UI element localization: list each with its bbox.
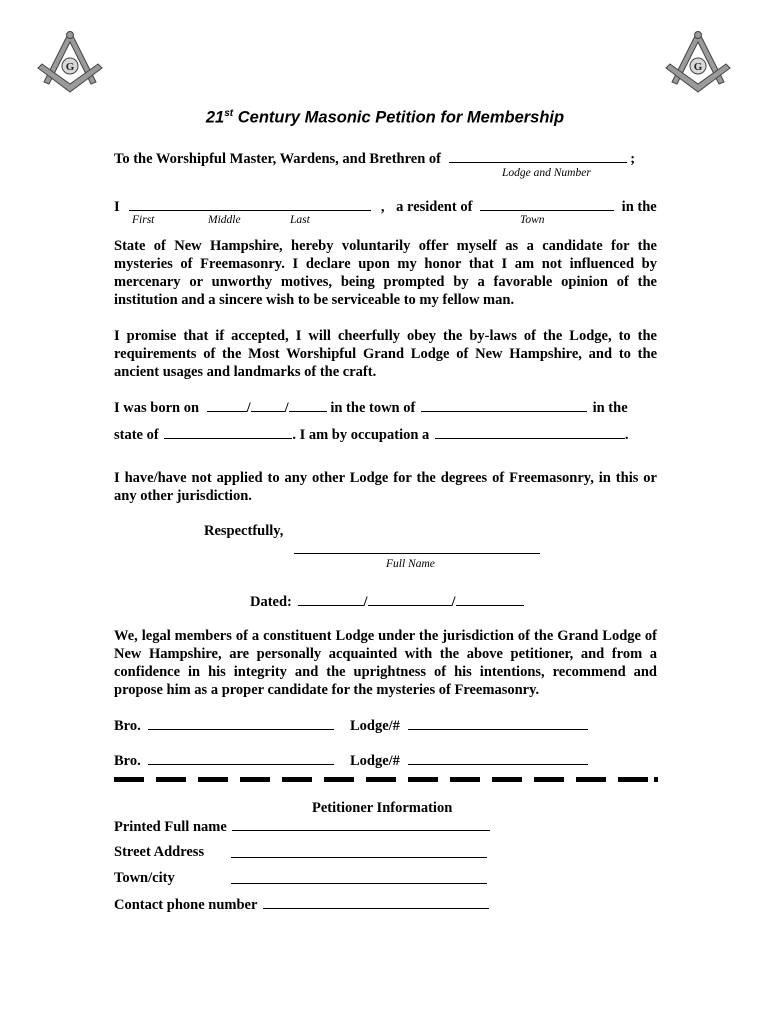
dated-day-field[interactable] xyxy=(368,593,452,606)
divider-dash xyxy=(408,777,438,782)
square-and-compasses-icon xyxy=(662,30,734,94)
date-slash: / xyxy=(451,594,456,610)
lodge-field[interactable] xyxy=(408,717,588,730)
divider-dash xyxy=(366,777,396,782)
born-on-label: I was born on xyxy=(114,400,200,416)
first-caption: First xyxy=(132,214,155,226)
date-slash: / xyxy=(246,400,251,416)
bro-name-field[interactable] xyxy=(148,717,334,730)
dated-row xyxy=(250,593,524,611)
full-name-field[interactable] xyxy=(129,198,371,211)
emblem-letter: G xyxy=(693,61,703,73)
divider-dash xyxy=(576,777,606,782)
town-field[interactable] xyxy=(480,198,614,211)
town-city-field[interactable] xyxy=(231,871,487,884)
lodge-number-caption: Lodge and Number xyxy=(502,167,591,179)
respectfully-label: Respectfully, xyxy=(204,523,284,539)
name-prefix: I xyxy=(114,199,120,215)
printed-name-field[interactable] xyxy=(232,818,490,831)
bro-name-field[interactable] xyxy=(148,752,334,765)
name-row xyxy=(114,198,657,216)
promise-paragraph: I promise that if accepted, I will cheerfully obey the by-laws of the Lodge, to the requirements of the Most Worshipful Grand Lodge of New Hampshire, and to the ancient usages and landmarks of the craft. xyxy=(114,328,657,380)
recommender-row xyxy=(114,752,588,770)
petitioner-heading: Petitioner Information xyxy=(312,800,453,816)
address-end: ; xyxy=(630,151,636,167)
occupation-label: . I am by occupation a xyxy=(292,427,430,443)
divider-dash xyxy=(240,777,270,782)
middle-caption: Middle xyxy=(208,214,241,226)
birth-state-field[interactable] xyxy=(164,426,292,439)
last-caption: Last xyxy=(290,214,310,226)
address-text: To the Worshipful Master, Wardens, and Brethren of xyxy=(114,151,441,167)
town-row xyxy=(114,870,175,887)
divider-dash xyxy=(114,777,144,782)
born-row xyxy=(114,399,628,417)
lodge-field[interactable] xyxy=(408,752,588,765)
square-and-compasses-icon xyxy=(34,30,106,94)
divider-dash xyxy=(324,777,354,782)
phone-label: Contact phone number xyxy=(114,897,258,913)
birth-month-field[interactable] xyxy=(207,399,247,412)
in-the-label: in the xyxy=(592,400,628,416)
resident-label: a resident of xyxy=(396,199,473,215)
state-row-end: . xyxy=(624,427,629,443)
divider-dash xyxy=(198,777,228,782)
full-name-caption: Full Name xyxy=(386,558,435,570)
cut-line-divider xyxy=(114,777,660,783)
prior-application-paragraph: I have/have not applied to any other Lodge for the degrees of Freemasonry, in this or any other jurisdiction. xyxy=(114,470,657,504)
printed-name-row xyxy=(114,818,490,836)
birth-town-field[interactable] xyxy=(421,399,587,412)
divider-dash xyxy=(534,777,564,782)
recommender-row xyxy=(114,717,588,735)
page-title xyxy=(0,108,770,128)
date-slash: / xyxy=(363,594,368,610)
state-row xyxy=(114,426,629,444)
dated-label: Dated: xyxy=(250,594,292,610)
emblem-letter: G xyxy=(65,61,75,73)
street-row xyxy=(114,844,204,861)
name-sep: , xyxy=(380,199,385,215)
bro-label: Bro. xyxy=(114,718,141,734)
divider-dash xyxy=(618,777,648,782)
town-city-label: Town/city xyxy=(114,870,175,886)
divider-dash xyxy=(654,777,658,782)
street-label: Street Address xyxy=(114,844,205,860)
recommendation-paragraph: We, legal members of a constituent Lodge under the jurisdiction of the Grand Lodge of New Hampshire, are personally acquainted with the above petitioner, and from a confidence in his integrity and the uprightness of his intentions, recommend and propose him as a proper candidate for the mysteries of Freemasonry. xyxy=(114,628,657,698)
divider-dash xyxy=(282,777,312,782)
phone-row xyxy=(114,896,489,914)
lodge-number-field[interactable] xyxy=(449,150,627,163)
birth-day-field[interactable] xyxy=(251,399,285,412)
bro-label: Bro. xyxy=(114,753,141,769)
declaration-paragraph: State of New Hampshire, hereby voluntarily offer myself as a candidate for the mysteries of Freemasonry. I declare upon my honor that I am not influenced by mercenary or unworthy motives, being prompted by a favorable opinion of the institution and a sincere wish to be serviceable to my fellow man. xyxy=(114,238,657,308)
street-field[interactable] xyxy=(231,845,487,858)
title-sup: st xyxy=(224,108,234,119)
divider-dash xyxy=(156,777,186,782)
phone-field[interactable] xyxy=(263,896,489,909)
address-row xyxy=(114,150,635,168)
printed-name-label: Printed Full name xyxy=(114,819,227,835)
birth-year-field[interactable] xyxy=(289,399,327,412)
divider-dash xyxy=(492,777,522,782)
title-number: 21 xyxy=(205,108,225,127)
signature-field[interactable] xyxy=(294,541,540,554)
title-rest: Century Masonic Petition for Membership xyxy=(233,108,565,127)
lodge-label: Lodge/# xyxy=(349,753,400,769)
dated-month-field[interactable] xyxy=(298,593,364,606)
in-the-label: in the xyxy=(621,199,657,215)
occupation-field[interactable] xyxy=(435,426,625,439)
lodge-label: Lodge/# xyxy=(349,718,400,734)
date-slash: / xyxy=(284,400,289,416)
town-caption: Town xyxy=(520,214,545,226)
divider-dash xyxy=(450,777,480,782)
dated-year-field[interactable] xyxy=(456,593,524,606)
in-town-of-label: in the town of xyxy=(330,400,416,416)
state-of-label: state of xyxy=(114,427,159,443)
